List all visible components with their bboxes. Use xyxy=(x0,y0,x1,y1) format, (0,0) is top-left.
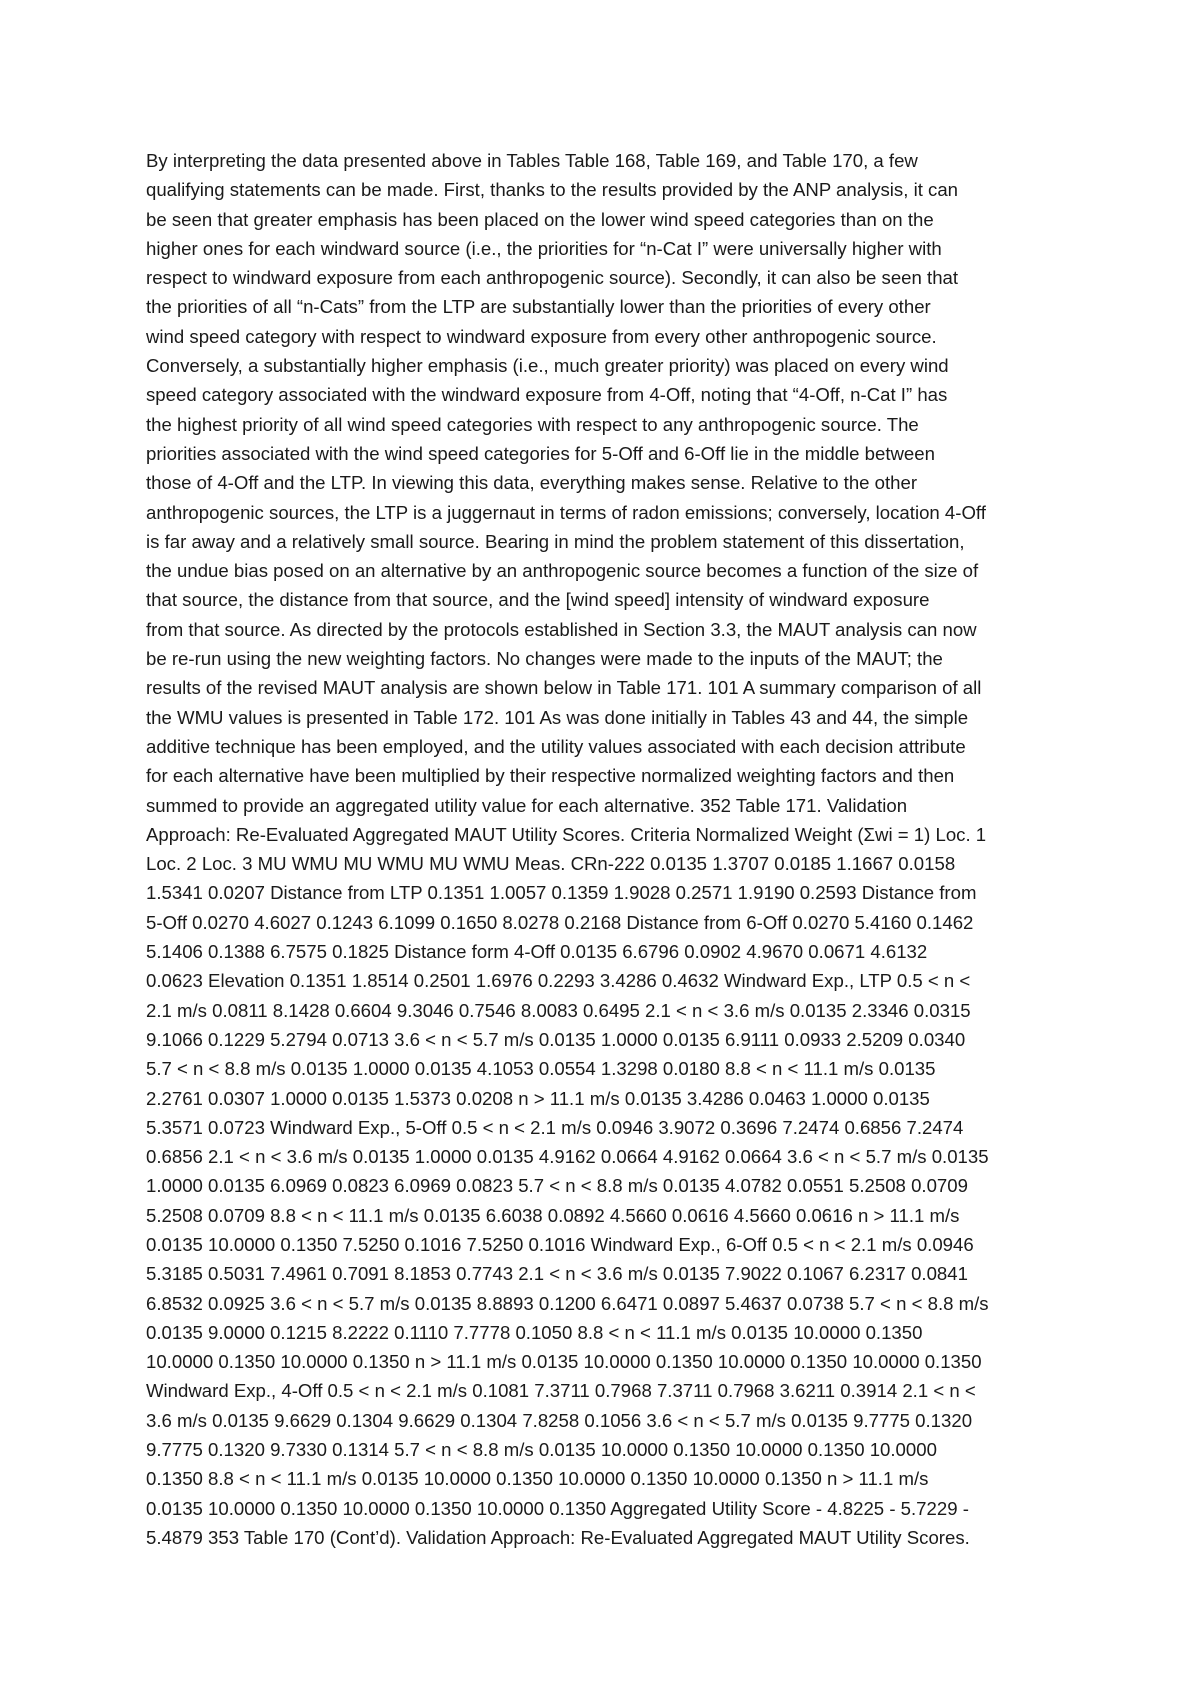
text-line: Conversely, a substantially higher emphasis (i.e., much greater priority) was placed on every wind xyxy=(146,355,949,377)
text-line: 2.2761 0.0307 1.0000 0.0135 1.5373 0.0208 n > 11.1 m/s 0.0135 3.4286 0.0463 1.0000 0.0135 xyxy=(146,1087,930,1109)
text-line: 5.7 < n < 8.8 m/s 0.0135 1.0000 0.0135 4.1053 0.0554 1.3298 0.0180 8.8 < n < 11.1 m/s 0.0135 xyxy=(146,1058,936,1080)
text-line: 2.1 m/s 0.0811 8.1428 0.6604 9.3046 0.7546 8.0083 0.6495 2.1 < n < 3.6 m/s 0.0135 2.3346 0.0315 xyxy=(146,999,971,1021)
text-line: the undue bias posed on an alternative by an anthropogenic source becomes a function of the size of xyxy=(146,560,979,582)
text-line: the highest priority of all wind speed categories with respect to any anthropogenic source. The xyxy=(146,413,919,435)
text-line: speed category associated with the windward exposure from 4-Off, noting that “4-Off, n-Cat I” has xyxy=(146,384,948,406)
text-line: 1.0000 0.0135 6.0969 0.0823 6.0969 0.0823 5.7 < n < 8.8 m/s 0.0135 4.0782 0.0551 5.2508 0.0709 xyxy=(146,1175,968,1197)
text-line: 9.1066 0.1229 5.2794 0.0713 3.6 < n < 5.7 m/s 0.0135 1.0000 0.0135 6.9111 0.0933 2.5209 0.0340 xyxy=(146,1028,966,1050)
text-line: 5.3185 0.5031 7.4961 0.7091 8.1853 0.7743 2.1 < n < 3.6 m/s 0.0135 7.9022 0.1067 6.2317 0.0841 xyxy=(146,1263,968,1285)
text-line: additive technique has been employed, and the utility values associated with each decision attribute xyxy=(146,735,966,757)
text-line: that source, the distance from that source, and the [wind speed] intensity of windward exposure xyxy=(146,589,930,611)
text-line xyxy=(146,1552,1076,1581)
text-line: priorities associated with the wind speed categories for 5-Off and 6-Off lie in the middle between xyxy=(146,442,935,464)
text-line: Windward Exp., 4-Off 0.5 < n < 2.1 m/s 0.1081 7.3711 0.7968 7.3711 0.7968 3.6211 0.3914 2.1 < n < xyxy=(146,1380,976,1402)
text-line: 1.5341 0.0207 Distance from LTP 0.1351 1.0057 0.1359 1.9028 0.2571 1.9190 0.2593 Distance from xyxy=(146,882,977,904)
text-line: 5-Off 0.0270 4.6027 0.1243 6.1099 0.1650 8.0278 0.2168 Distance from 6-Off 0.0270 5.4160 0.1462 xyxy=(146,911,974,933)
text-line: 0.0623 Elevation 0.1351 1.8514 0.2501 1.6976 0.2293 3.4286 0.4632 Windward Exp., LTP 0.5 < n < xyxy=(146,970,971,992)
body-paragraph xyxy=(146,146,1076,1582)
text-line: Loc. 2 Loc. 3 MU WMU MU WMU MU WMU Meas. CRn-222 0.0135 1.3707 0.0185 1.1667 0.0158 xyxy=(146,853,956,875)
text-line: 0.1350 8.8 < n < 11.1 m/s 0.0135 10.0000 0.1350 10.0000 0.1350 10.0000 0.1350 n > 11.1 m/s xyxy=(146,1468,929,1490)
text-line: By interpreting the data presented above in Tables Table 168, Table 169, and Table 170, a few xyxy=(146,150,918,171)
text-line: those of 4-Off and the LTP. In viewing this data, everything makes sense. Relative to the other xyxy=(146,472,918,494)
text-line: 0.6856 2.1 < n < 3.6 m/s 0.0135 1.0000 0.0135 4.9162 0.0664 4.9162 0.0664 3.6 < n < 5.7 m/s 0.0135 xyxy=(146,1146,989,1168)
text-line: 10.0000 0.1350 10.0000 0.1350 n > 11.1 m/s 0.0135 10.0000 0.1350 10.0000 0.1350 10.0000 0.1350 xyxy=(146,1351,982,1373)
text-line: 5.4879 353 Table 170 (Cont’d). Validation Approach: Re-Evaluated Aggregated MAUT Utility Scores. xyxy=(146,1526,970,1548)
text-line: summed to provide an aggregated utility value for each alternative. 352 Table 171. Validation xyxy=(146,794,908,816)
text-line: 0.0135 10.0000 0.1350 10.0000 0.1350 10.0000 0.1350 Aggregated Utility Score - 4.8225 - 5.7229 - xyxy=(146,1497,969,1519)
text-line: qualifying statements can be made. First, thanks to the results provided by the ANP analysis, it can xyxy=(146,179,959,201)
text-line: be seen that greater emphasis has been placed on the lower wind speed categories than on the xyxy=(146,208,934,230)
text-line: results of the revised MAUT analysis are shown below in Table 171. 101 A summary comparison of all xyxy=(146,677,982,699)
text-line: for each alternative have been multiplied by their respective normalized weighting factors and then xyxy=(146,765,955,787)
text-line: the priorities of all “n-Cats” from the LTP are substantially lower than the priorities of every other xyxy=(146,296,931,318)
text-line: be re-run using the new weighting factors. No changes were made to the inputs of the MAUT; the xyxy=(146,648,943,670)
text-line: wind speed category with respect to windward exposure from every other anthropogenic source. xyxy=(146,325,937,347)
text-line: 5.3571 0.0723 Windward Exp., 5-Off 0.5 < n < 2.1 m/s 0.0946 3.9072 0.3696 7.2474 0.6856 7.2474 xyxy=(146,1116,964,1138)
text-line: 0.0135 9.0000 0.1215 8.2222 0.1110 7.7778 0.1050 8.8 < n < 11.1 m/s 0.0135 10.0000 0.1350 xyxy=(146,1321,923,1343)
text-line: is far away and a relatively small source. Bearing in mind the problem statement of this dissertation, xyxy=(146,530,965,552)
text-line: 3.6 m/s 0.0135 9.6629 0.1304 9.6629 0.1304 7.8258 0.1056 3.6 < n < 5.7 m/s 0.0135 9.7775 0.1320 xyxy=(146,1409,973,1431)
text-line: 0.0135 10.0000 0.1350 7.5250 0.1016 7.5250 0.1016 Windward Exp., 6-Off 0.5 < n < 2.1 m/s 0.0946 xyxy=(146,1233,974,1255)
text-line: the WMU values is presented in Table 172. 101 As was done initially in Tables 43 and 44, the simple xyxy=(146,706,969,728)
text-line: 6.8532 0.0925 3.6 < n < 5.7 m/s 0.0135 8.8893 0.1200 6.6471 0.0897 5.4637 0.0738 5.7 < n < 8.8 m/s xyxy=(146,1292,989,1314)
text-line: anthropogenic sources, the LTP is a juggernaut in terms of radon emissions; conversely, location 4-Off xyxy=(146,501,986,523)
text-line: respect to windward exposure from each anthropogenic source). Secondly, it can also be seen that xyxy=(146,267,959,289)
text-line: 5.2508 0.0709 8.8 < n < 11.1 m/s 0.0135 6.6038 0.0892 4.5660 0.0616 4.5660 0.0616 n > 11.1 m/s xyxy=(146,1204,960,1226)
text-line: 9.7775 0.1320 9.7330 0.1314 5.7 < n < 8.8 m/s 0.0135 10.0000 0.1350 10.0000 0.1350 10.0000 xyxy=(146,1439,937,1461)
text-line: from that source. As directed by the protocols established in Section 3.3, the MAUT analysis can now xyxy=(146,618,977,640)
text-line: Approach: Re-Evaluated Aggregated MAUT Utility Scores. Criteria Normalized Weight (Σwi = 1) Loc. 1 xyxy=(146,823,987,845)
text-line: higher ones for each windward source (i.e., the priorities for “n-Cat I” were universally higher with xyxy=(146,237,942,259)
text-line: 5.1406 0.1388 6.7575 0.1825 Distance form 4-Off 0.0135 6.6796 0.0902 4.9670 0.0671 4.6132 xyxy=(146,941,928,963)
